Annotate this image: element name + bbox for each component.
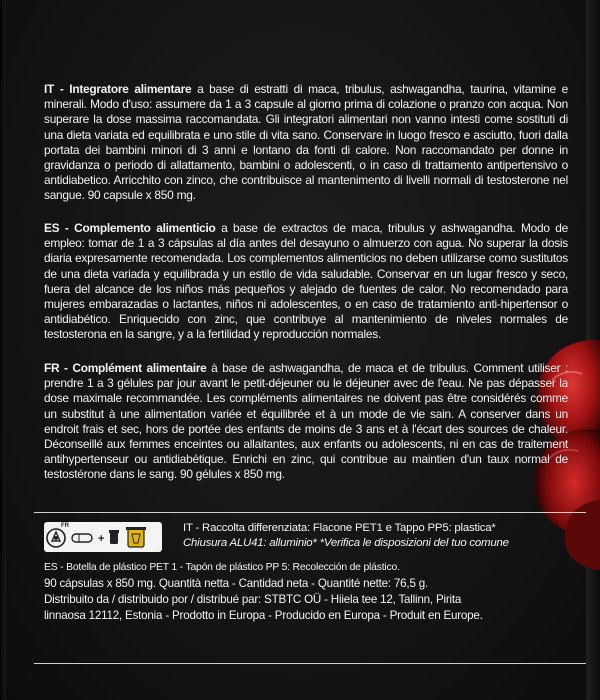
it-lang-code: IT — [44, 82, 55, 96]
quantity-line: 90 cápsulas x 850 mg. Quantità netta - Cantidad neta - Quantité nette: 76,5 g. — [44, 577, 428, 590]
it-disposal-line1: IT - Raccolta differenziata: Flacone PET1 e Tappo PP5: plastica* — [183, 522, 496, 534]
footer-info — [44, 560, 584, 624]
es-body: a base de extractos de maca, tribulus y ashwagandha. Modo de empleo: tomar de 1 a 3 cápsulas al día antes del desayuno o almuerzo con agua. No superar la dosis diaria expresamente recomendada. Los complementos alimenticios no deben utilizarse como sustitutos de una dieta variada y equilibrada y un estilo de vida saludable. Conservar en un lugar fresco y seco, fuera del alcance de los niños más pequeños y alejado de fuentes de calor. No recomendado para mujeres embarazadas o lactantes, niños ni adolescentes, o en caso de tratamiento anti-hipertensor o antidiabético. Enriquecido con zinc, que contribuye al mantenimiento de niveles normales de testosterona en la sangre, y a la fertilidad y reproducción normales. — [44, 221, 568, 342]
recycling-logo-box — [44, 522, 162, 552]
triman-icon — [47, 529, 65, 547]
es-lang-code: ES — [44, 221, 60, 235]
fr-lang-code: FR — [44, 361, 60, 375]
es-recycling-line: ES - Botella de plástico PET 1 - Tapón de plástico PP 5: Recolección de plástico. — [44, 562, 400, 573]
es-separator: - — [59, 221, 75, 235]
it-disposal-line2: Chiusura ALU41: alluminio* *Verifica le disposizioni del tuo comune — [183, 537, 509, 549]
top-divider — [34, 512, 586, 513]
it-separator: - — [54, 82, 70, 96]
spanish-section — [44, 221, 568, 343]
it-body: a base di estratti di maca, tribulus, ashwagandha, taurina, vitamine e minerali. Modo d'uso: assumere da 1 a 3 capsule al giorno prima di colazione o pranzo con acqua. Non superare la dose massima raccomandata. Gli integratori alimentari non vanno intesti come sostituti di una dieta variata ed equilibrata e uno stile di vita sano. Conservare in luogo fresco e asciutto, fuori dalla portata dei bambini minori di 3 anni e lontano da fonti di calore. Non raccomandato per donne in gravidanza o periodo di allattamento, bambini o adolescenti, o in caso di trattamento antipertensivo o antidiabetico. Arricchito con zinco, che contribuisce al mantenimento di livelli normali di testosterone nel sangue. 90 capsule x 850 mg. — [44, 82, 568, 203]
bottle-icon — [72, 534, 92, 542]
fr-tag: FR — [61, 523, 69, 529]
fr-body: à base de ashwagandha, de maca et de tribulus. Comment utiliser : prendre 1 a 3 gélules par jour avant le petit-déjeuner ou le déjeuner avec de l'eau. Ne pas dépasser la dose maximale recommandée. Les compléments alimentaires ne doivent pas être considérés comme un substitut à une alimentation variée et équilibrée et à un mode de vie sain. A conserver dans un endroit frais et sec, hors de portée des enfants de moins de 3 ans et à l'écart des sources de chaleur. Déconseillé aux femmes enceintes ou allaitantes, aux enfants ou adolescents, ni en cas de traitement antihypertenseur ou antidiabétique. Enrichi en zinc, qui contribue au maintien d'un taux normal de testostérone dans le sang. 90 gélules x 850 mg. — [44, 361, 568, 482]
es-title: Complemento alimenticio — [74, 221, 216, 235]
bin-icon — [126, 527, 146, 547]
french-section — [44, 361, 568, 483]
italian-disposal-info — [183, 521, 583, 551]
fr-title: Complément alimentaire — [72, 361, 207, 375]
address-line: linnaosa 12112, Estonia - Prodotto in Europa - Producido en Europa - Produit en Europe. — [44, 609, 483, 622]
left-edge-shadow — [0, 0, 6, 700]
italian-section — [44, 82, 568, 204]
cap-icon — [109, 530, 119, 544]
bottom-divider — [34, 663, 586, 664]
plus-sign: + — [98, 533, 105, 545]
distributor-line: Distribuito da / distribuido por / distribué par: STBTC OÜ - Hiiela tee 12, Tallinn, Pirita — [44, 593, 462, 606]
it-title: Integratore alimentare — [69, 82, 192, 96]
fr-separator: - — [59, 361, 73, 375]
